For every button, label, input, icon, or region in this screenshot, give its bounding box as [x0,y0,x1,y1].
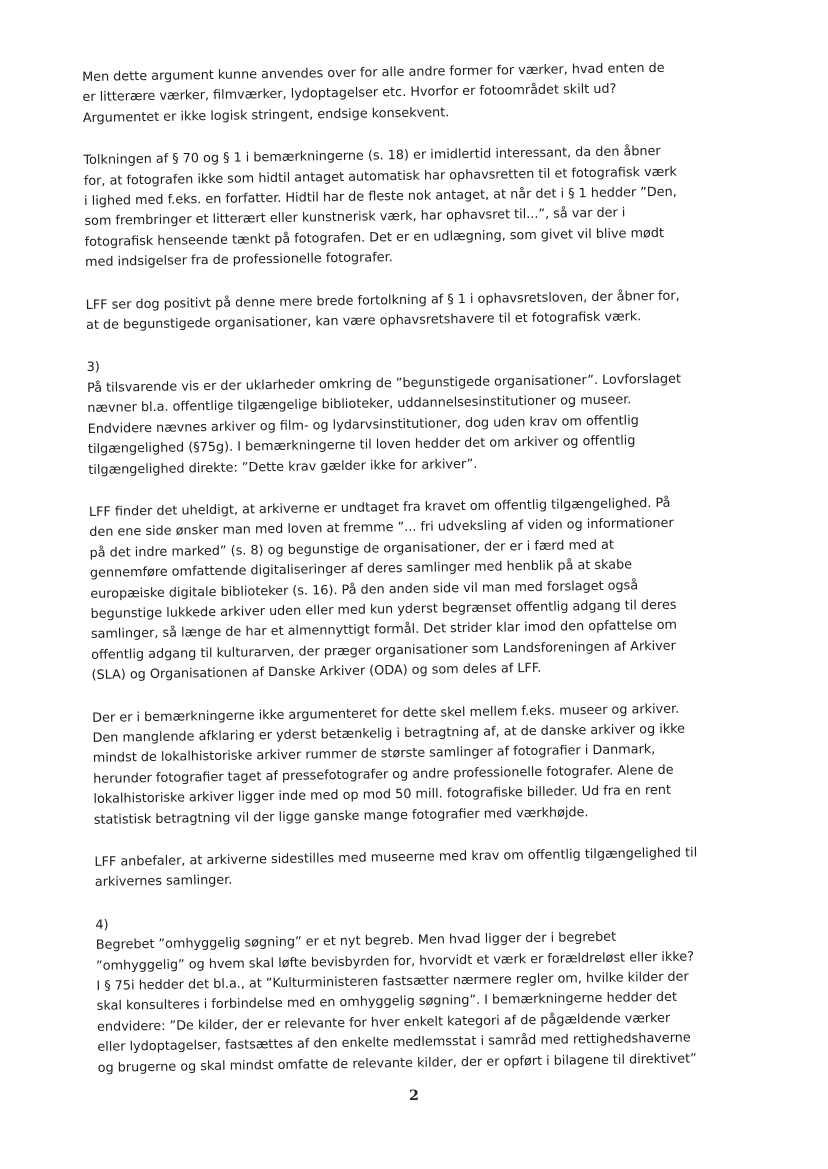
text-line: Begrebet ”omhyggelig søgning” er et nyt begreb. Men hvad ligger der i begrebet [95,929,617,954]
text-line: Endvidere nævnes arkiver og film- og lydarvsinstitutioner, dog uden krav om offentlig [87,412,639,437]
paragraph [94,843,735,894]
paragraph [83,141,725,273]
text-line: tilgængelighed (§75g). I bemærkningerne til loven hedder det om arkiver og offentlig [87,433,636,458]
text-line: Men dette argument kunne anvendes over for alle andre former for værker, hvad enten de [82,60,665,85]
text-line: herunder fotografier taget af pressefotografer og andre professionelle fotografer. Alene de [93,762,674,787]
section-number: 3) [86,360,100,376]
text-line: på det indre marked” (s. 8) og begunstige de organisationer, der er i færd med at [89,537,615,561]
text-line: endvidere: ”De kilder, der er relevante for hver enkelt kategori af de pågældende værker [96,1010,671,1035]
text-line: Den manglende afklaring er yderst betænkelig i betragtning af, at de danske arkiver og ikke [92,721,686,746]
text-line: Argumentet er ikke logisk stringent, endsige konsekvent. [82,105,450,126]
text-line: lokalhistoriske arkiver ligger inde med op mod 50 mill. fotografiske billeder. Ud fra en rent [93,783,672,808]
text-line: I § 75i hedder det bl.a., at ”Kulturministeren fastsætter nærmere regler om, hvilke kilder der [96,969,689,994]
text-line: (SLA) og Organisationen af Danske Arkiver (ODA) og som deles af LFF. [91,661,542,684]
text-line: gennemføre omfattende digitaliseringer af deres samlinger med henblik på at skabe [89,557,633,582]
text-line: i lighed med f.eks. en forfatter. Hidtil har de fleste nok antaget, at når det i § 1 hedder ”Den, [83,184,677,210]
text-line: Der er i bemærkningerne ikke argumenteret for dette skel mellem f.eks. museer og arkiver. [92,701,680,726]
text-line: den ene side ønsker man med loven at fremme ”... fri udveksling af viden og informationer [89,516,674,541]
paragraph [92,698,734,830]
paragraph [82,58,723,129]
text-line: fotografisk henseende tænkt på fotografen. Det er en udlægning, som givet vil blive mødt [84,225,665,250]
text-line: mindst de lokalhistoriske arkiver rummer de største samlinger af fotografier i Danmark, [92,742,656,767]
text-line: På tilsvarende vis er der uklarheder omkring de ”begunstigede organisationer”. Lovforslaget [86,371,682,396]
text-line: Tolkningen af § 70 og § 1 i bemærkningerne (s. 18) er imidlertid interessant, da den åbner [83,144,661,169]
text-line: nævner bl.a. offentlige tilgængelige biblioteker, uddannelsesinstitutioner og museer. [87,392,632,417]
text-line: med indsigelser fra de professionelle fotografer. [84,250,393,271]
paragraph [86,286,727,337]
paragraph-section-3 [87,348,729,480]
text-line: skal konsulteres i forbindelse med en omhyggelig søgning”. I bemærkningerne hedder det [96,990,678,1015]
paragraph-section-4 [95,906,737,1079]
text-line: LFF ser dog positivt på denne mere brede fortolkning af § 1 i ophavsretsloven, der åbner for, [85,288,680,313]
text-line: som frembringer et litterært eller kunstnerisk værk, har ophavsret til...”, så var der i [84,205,626,230]
text-line: arkivernes samlinger. [94,873,233,891]
text-line: LFF anbefaler, at arkiverne sidestilles med museerne med krav om offentlig tilgængelighed til [94,845,698,870]
text-line: LFF finder det uheldigt, at arkiverne er undtaget fra kravet om offentlig tilgængelighed. På [88,495,671,520]
text-line: offentlig adgang til kulturarven, der præger organisationer som Landsforeningen af Arkiver [91,638,676,663]
document-body [82,58,738,1099]
text-line: ”omhyggelig” og hvem skal løfte bevisbyrden for, hvorvidt et værk er forældreløst eller ikke? [95,949,695,974]
text-line: er litterære værker, filmværker, lydoptagelser etc. Hvorfor er fotoområdet skilt ud? [82,82,617,106]
text-line: begunstige lukkede arkiver uden eller med kun yderst begrænset offentlig adgang til deres [90,597,677,622]
text-line: at de begunstigede organisationer, kan være ophavsretshavere til et fotografisk værk. [85,309,642,334]
text-line: statistisk betragtning vil der ligge ganske mange fotografier med værkhøjde. [93,804,589,828]
text-line: for, at fotografen ikke som hidtil antaget automatisk har ophavsretten til et fotografisk værk [83,164,677,189]
text-line: samlinger, så længe de har et almennyttigt formål. Det strider klar imod den opfattelse om [90,618,678,643]
paragraph [89,493,732,687]
text-line: eller lydoptagelser, fastsættes af den enkelte medlemsstat i samråd med rettighedshaverne [97,1030,691,1056]
section-number: 4) [95,917,109,933]
text-line: og brugerne og skal mindst omfatte de relevante kilder, der er opført i bilagene til direktivet” [97,1051,697,1076]
page-number: 2 [409,1088,419,1104]
text-line: europæiske digitale biblioteker (s. 16). På den anden side vil man med forslaget også [90,577,639,602]
text-line: tilgængelighed direkte: ”Dette krav gælder ikke for arkiver”. [88,456,478,478]
